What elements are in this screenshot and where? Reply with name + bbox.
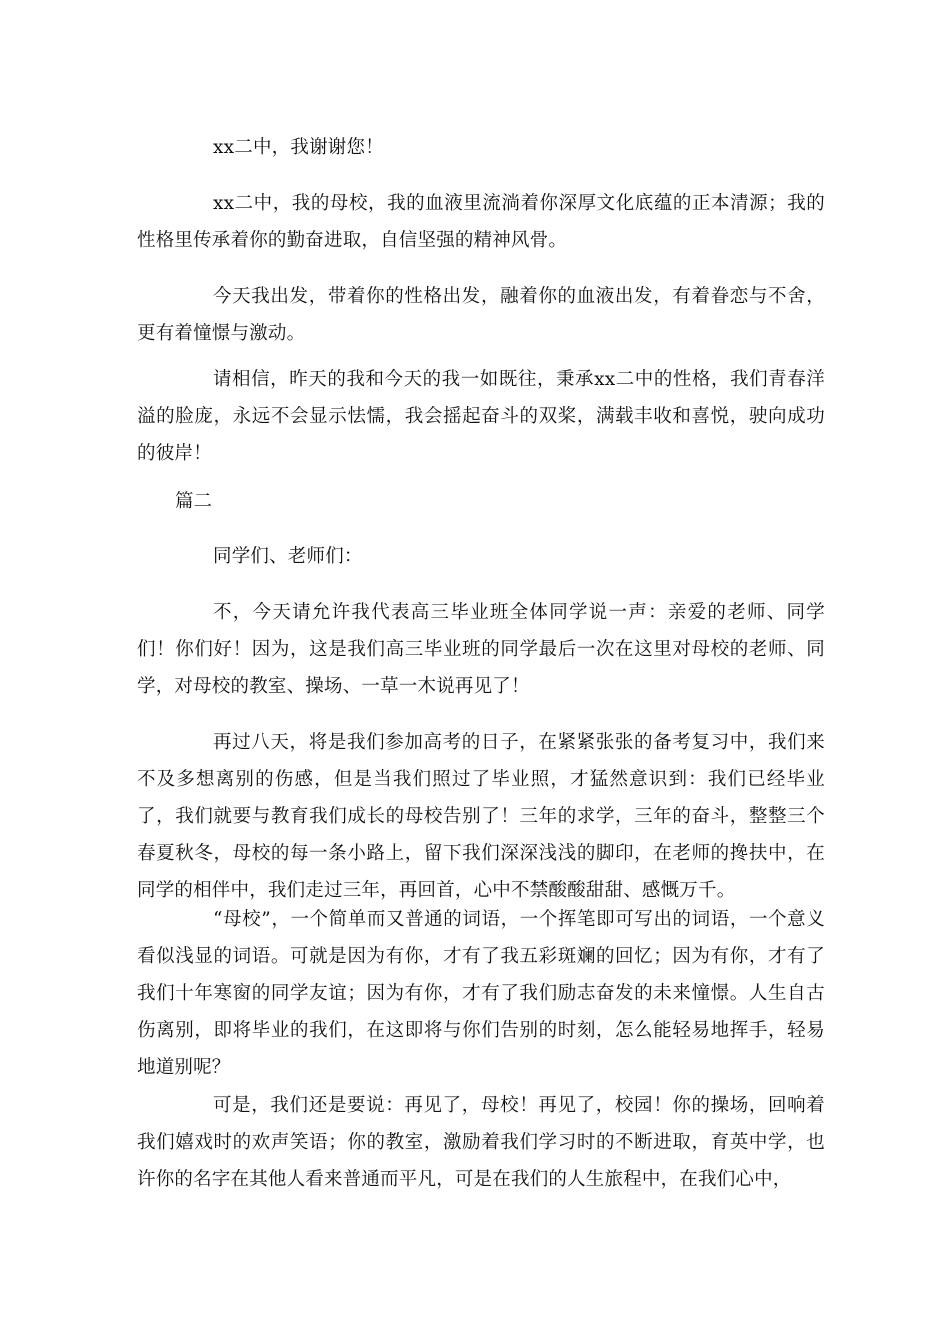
- paragraph-departure: 今天我出发，带着你的性格出发，融着你的血液出发，有着眷恋与不舍，更有着憧憬与激动。: [137, 286, 825, 344]
- paragraph-alma-mater-word: “母校”，一个简单而又普通的词语，一个挥笔即可写出的词语，一个意义看似浅显的词语。可就是因为有你，才有了我五彩斑斓的回忆；因为有你，才有了我们十年寒窗的同学友谊；因为有你，才有了我们励志奋发的未来憧憬。人生自古伤离别，即将毕业的我们，在这即将与你们告别的时刻，怎么能轻易地挥手，轻易地道别呢？: [137, 909, 825, 1078]
- section-heading: 篇二: [175, 491, 213, 512]
- paragraph-goodbye: 可是，我们还是要说：再见了，母校！再见了，校园！你的操场，回响着我们嬉戏时的欢声笑语；你的教室，激励着我们学习时的不断进取，育英中学，也许你的名字在其他人看来普通而平凡，可是在我们的人生旅程中，在我们心中，: [137, 1095, 825, 1190]
- paragraph-alma-mater: xx二中，我的母校，我的血液里流淌着你深厚文化底蕴的正本清源；我的性格里传承着你的勤奋进取，自信坚强的精神风骨。: [137, 193, 825, 251]
- paragraph-exam: 再过八天，将是我们参加高考的日子，在紧紧张张的备考复习中，我们来不及多想离别的伤感，但是当我们照过了毕业照，才猛然意识到：我们已经毕业了，我们就要与教育我们成长的母校告别了！三年的求学，三年的奋斗，整整三个春夏秋冬，母校的每一条小路上，留下我们深深浅浅的脚印，在老师的搀扶中，在同学的相伴中，我们走过三年，再回首，心中不禁酸酸甜甜、感慨万千。: [137, 732, 825, 901]
- paragraph-thanks: xx二中，我谢谢您！: [213, 137, 384, 158]
- paragraph-believe: 请相信，昨天的我和今天的我一如既往，秉承xx二中的性格，我们青春洋溢的脸庞，永远不会显示怯懦，我会摇起奋斗的双桨，满载丰收和喜悦，驶向成功的彼岸！: [137, 369, 825, 464]
- paragraph-farewell: 不，今天请允许我代表高三毕业班全体同学说一声：亲爱的老师、同学们！你们好！因为，这是我们高三毕业班的同学最后一次在这里对母校的老师、同学，对母校的教室、操场、一草一木说再见了！: [137, 602, 825, 697]
- paragraph-greeting: 同学们、老师们：: [213, 546, 363, 567]
